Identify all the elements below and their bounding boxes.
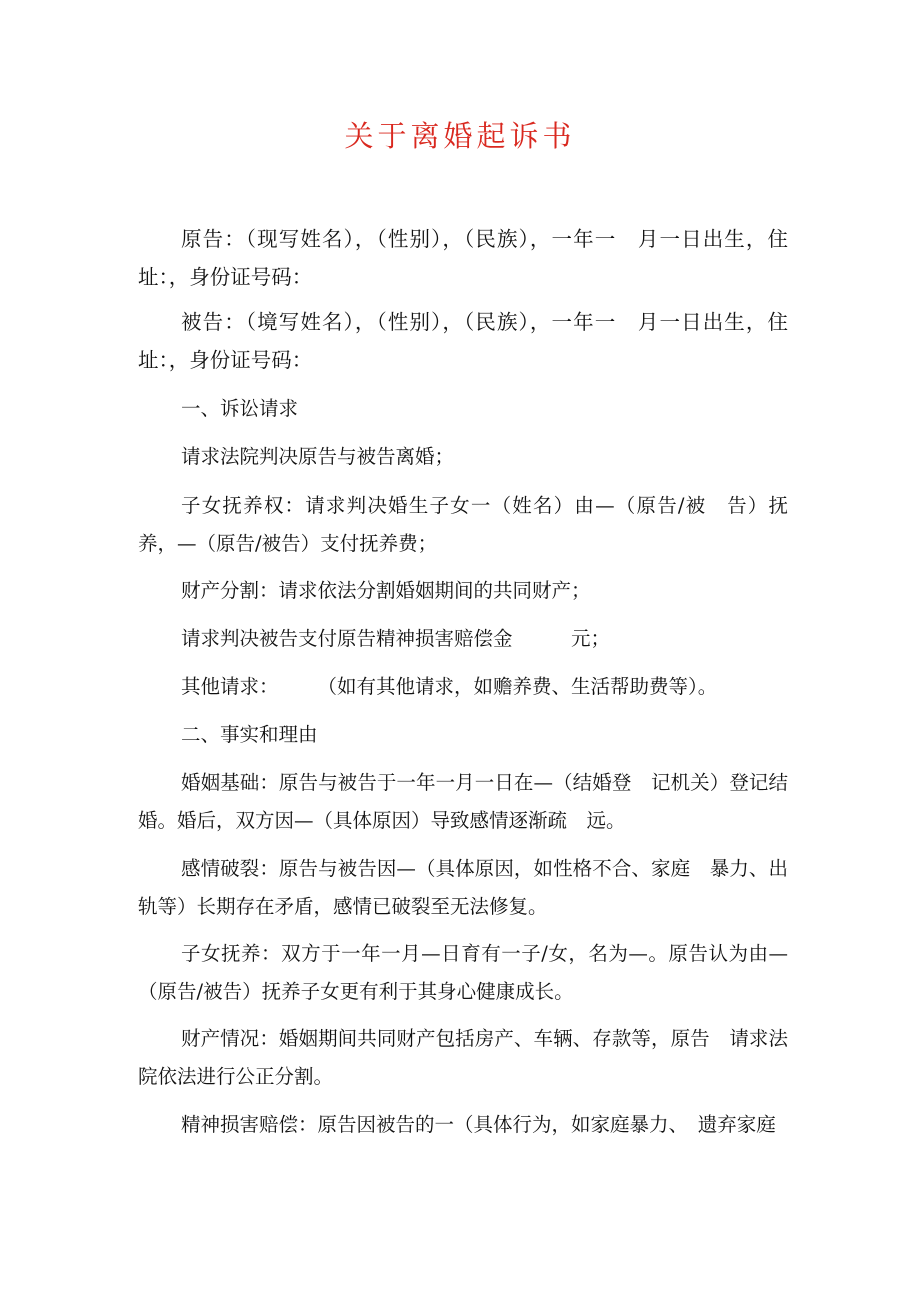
plaintiff-info: 原告：（现写姓名），（性别），（民族），一年一 月一日出生，住址：，身份证号码： bbox=[138, 227, 788, 289]
section-heading-claims: 一、诉讼请求 bbox=[181, 397, 299, 420]
section-heading-facts: 二、事实和理由 bbox=[181, 723, 318, 746]
fact-damages: 精神损害赔偿：原告因被告的一（具体行为，如家庭暴力、 遗弃家庭 bbox=[181, 1113, 776, 1136]
fact-breakdown: 感情破裂：原告与被告因—（具体原因，如性格不合、家庭 暴力、出轨等）长期存在矛盾，感情已破裂至无法修复。 bbox=[138, 857, 788, 918]
claim-custody: 子女抚养权：请求判决婚生子女一（姓名）由—（原告/被 告）抚养，—（原告/被告）支付抚养费； bbox=[138, 494, 788, 555]
claim-property: 财产分割：请求依法分割婚姻期间的共同财产； bbox=[181, 579, 591, 602]
document-title: 关于离婚起诉书 bbox=[344, 119, 576, 153]
fact-property: 财产情况：婚姻期间共同财产包括房产、车辆、存款等，原告 请求法院依法进行公正分割。 bbox=[138, 1027, 788, 1088]
claim-other: 其他请求： （如有其他请求，如赡养费、生活帮助费等）。 bbox=[181, 675, 718, 698]
claim-damages: 请求判决被告支付原告精神损害赔偿金 元； bbox=[181, 627, 611, 650]
defendant-info: 被告：（境写姓名），（性别），（民族），一年一 月一日出生，住址：，身份证号码： bbox=[138, 310, 788, 372]
claim-divorce: 请求法院判决原告与被告离婚； bbox=[181, 445, 455, 468]
fact-children: 子女抚养：双方于一年一月—日育有一子/女，名为—。原告认为由—（原告/被告）抚养子女更有利于其身心健康成长。 bbox=[138, 942, 788, 1003]
fact-marriage: 婚姻基础：原告与被告于一年一月一日在—（结婚登 记机关）登记结婚。婚后，双方因—（具体原因）导致感情逐渐疏 远。 bbox=[138, 771, 788, 832]
